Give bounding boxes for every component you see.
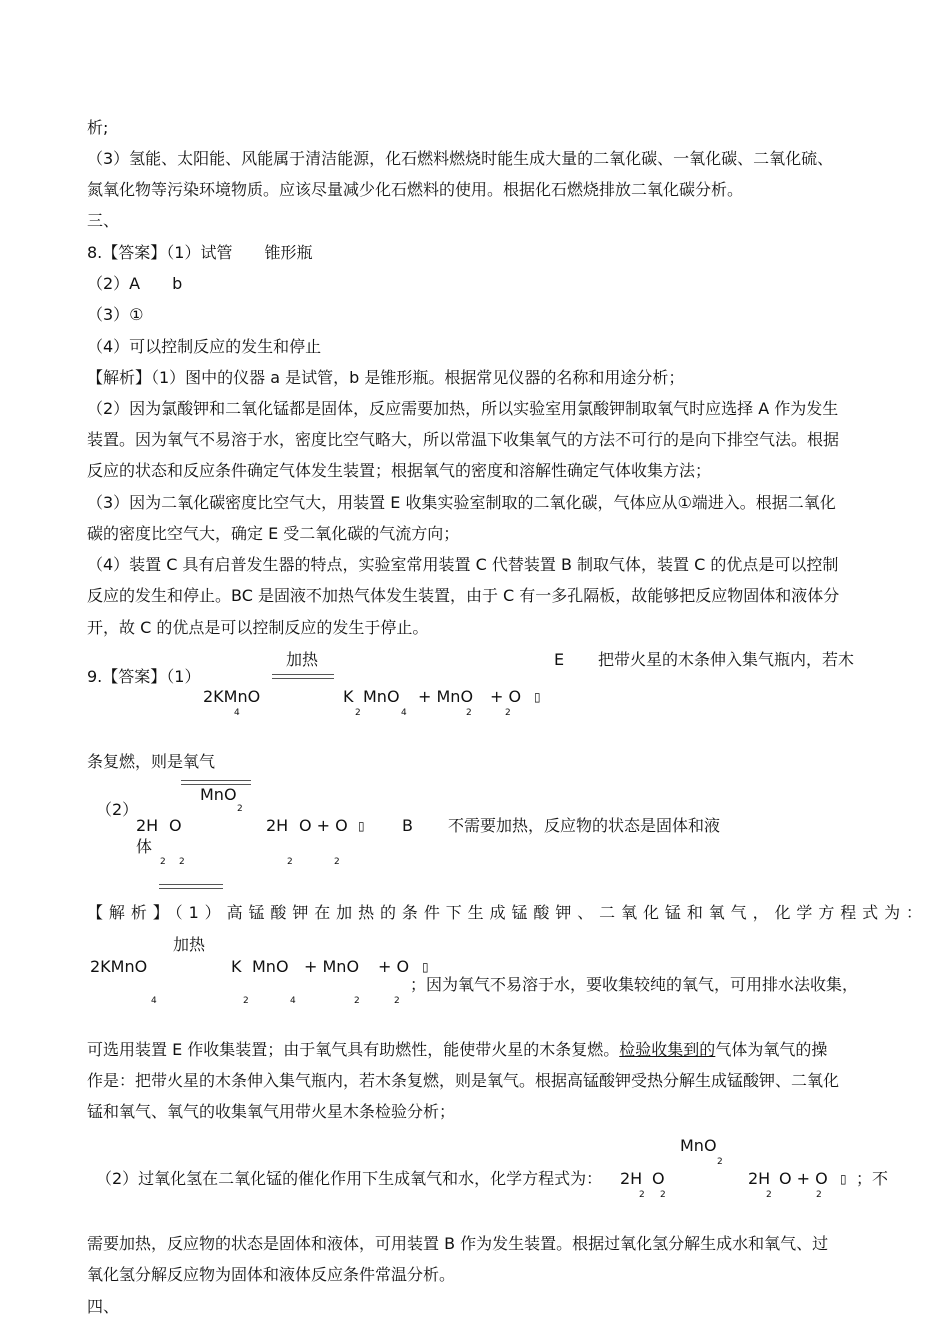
answer-line: （2）A b xyxy=(87,274,183,293)
subscript: 2 xyxy=(354,996,360,1006)
reaction-arrow xyxy=(272,674,334,679)
formula: K xyxy=(343,687,354,706)
answer-text: 条复燃，则是氧气 xyxy=(87,752,216,771)
subscript: 4 xyxy=(234,708,240,718)
subscript: 2 xyxy=(160,857,166,867)
analysis-line: 开，故 C 的优点是可以控制反应的发生于停止。 xyxy=(87,618,429,637)
answer-line: （4）可以控制反应的发生和停止 xyxy=(87,337,322,356)
formula: O + O xyxy=(299,816,348,835)
subscript: 4 xyxy=(401,708,407,718)
formula: 2H xyxy=(266,816,289,835)
formula: + MnO xyxy=(304,957,360,976)
analysis-text: 可选用装置 E 作收集装置；由于氧气具有助燃性，能使带火星的木条复燃。 xyxy=(87,1040,620,1059)
formula: MnO xyxy=(252,957,289,976)
analysis-line: 碳的密度比空气大，确定 E 受二氧化碳的气流方向； xyxy=(87,524,460,543)
formula: 2H xyxy=(136,816,159,835)
gas-arrow-icon: ▯ xyxy=(358,819,365,833)
subscript: 2 xyxy=(237,804,243,814)
answer-letter: B xyxy=(402,816,413,835)
subscript: 2 xyxy=(334,857,340,867)
gas-arrow-icon: ▯ xyxy=(840,1172,847,1186)
formula: + O xyxy=(378,957,410,976)
analysis-line: 反应的状态和反应条件确定气体发生装置；根据氧气的密度和溶解性确定气体收集方法； xyxy=(87,461,712,480)
reaction-condition: 加热 xyxy=(286,650,319,669)
text-line: （3）氢能、太阳能、风能属于清洁能源，化石燃料燃烧时能生成大量的二氧化碳、一氧化碳、二氧化硫、 xyxy=(87,149,834,168)
section-heading: 三、 xyxy=(87,211,120,230)
formula: + O xyxy=(490,687,522,706)
analysis-line: 反应的发生和停止。BC 是固液不加热气体发生装置，由于 C 有一多孔隔板，故能够把反应物固体和液体分 xyxy=(87,586,840,605)
gas-arrow-icon: ▯ xyxy=(422,960,429,974)
subscript: 2 xyxy=(660,1190,666,1200)
subscript: 2 xyxy=(179,857,185,867)
analysis-line: 作是：把带火星的木条伸入集气瓶内，若木条复燃，则是氧气。根据高锰酸钾受热分解生成锰酸钾、二氧化 xyxy=(87,1071,840,1090)
subscript: 2 xyxy=(717,1157,723,1167)
answer-line: （3）① xyxy=(87,305,144,324)
reaction-arrow xyxy=(159,884,223,889)
analysis-line: （2）过氧化氢在二氧化锰的催化作用下生成氧气和水，化学方程式为： xyxy=(96,1169,603,1188)
text-line: 析; xyxy=(87,118,109,137)
reaction-condition: MnO xyxy=(680,1136,717,1155)
formula: 2KMnO xyxy=(90,957,148,976)
subscript: 2 xyxy=(394,996,400,1006)
formula: MnO xyxy=(363,687,400,706)
formula: K xyxy=(231,957,242,976)
gas-arrow-icon: ▯ xyxy=(534,690,541,704)
analysis-line: ；不 xyxy=(856,1169,889,1188)
answer-text: 不需要加热，反应物的状态是固体和液 xyxy=(448,816,721,835)
analysis-line: （3）因为二氧化碳密度比空气大，用装置 E 收集实验室制取的二氧化碳，气体应从①端进入。根据二氧化 xyxy=(87,493,836,512)
analysis-line: ；因为氧气不易溶于水，要收集较纯的氧气，可用排水法收集， xyxy=(410,975,859,994)
subscript: 2 xyxy=(639,1190,645,1200)
subscript: 2 xyxy=(466,708,472,718)
analysis-line: 氧化氢分解反应物为固体和液体反应条件常温分析。 xyxy=(87,1265,456,1284)
reaction-condition: 加热 xyxy=(173,935,206,954)
analysis-line: 锰和氧气、氧气的收集氧气用带火星木条检验分析； xyxy=(87,1102,456,1121)
subscript: 2 xyxy=(243,996,249,1006)
subscript: 2 xyxy=(766,1190,772,1200)
formula: O xyxy=(652,1169,665,1188)
subscript: 2 xyxy=(816,1190,822,1200)
question-label: 9.【答案】（1） xyxy=(87,667,201,686)
text-line: 氮氧化物等污染环境物质。应该尽量减少化石燃料的使用。根据化石燃烧排放二氧化碳分析。 xyxy=(87,180,744,199)
analysis-line xyxy=(87,1040,827,1060)
subscript: 2 xyxy=(505,708,511,718)
subscript: 4 xyxy=(151,996,157,1006)
reaction-condition: MnO xyxy=(200,785,237,804)
formula: + MnO xyxy=(418,687,474,706)
subscript: 2 xyxy=(355,708,361,718)
underlined-text: 检验收集到的 xyxy=(619,1040,716,1059)
formula: 2H xyxy=(748,1169,771,1188)
analysis-line: （2）因为氯酸钾和二氧化锰都是固体，反应需要加热，所以实验室用氯酸钾制取氧气时应选择 A 作为发生 xyxy=(87,399,839,418)
formula: 2KMnO xyxy=(203,687,261,706)
analysis-line: 【解析】（1）图中的仪器 a 是试管，b 是锥形瓶。根据常见仪器的名称和用途分析； xyxy=(87,368,685,387)
section-heading: 四、 xyxy=(87,1297,120,1316)
formula: O xyxy=(169,816,182,835)
subscript: 4 xyxy=(290,996,296,1006)
subscript: 2 xyxy=(287,857,293,867)
answer-line: 8.【答案】（1）试管 锥形瓶 xyxy=(87,243,313,262)
analysis-line: 【解析】（1）高锰酸钾在加热的条件下生成锰酸钾、二氧化锰和氧气，化学方程式为： xyxy=(87,903,922,922)
formula: O + O xyxy=(779,1169,828,1188)
question-label: （2） xyxy=(96,800,139,819)
answer-letter: E xyxy=(554,650,565,669)
analysis-text: 气体为氧气的操 xyxy=(715,1040,828,1059)
analysis-line: 需要加热，反应物的状态是固体和液体，可用装置 B 作为发生装置。根据过氧化氢分解生成水和氧气、过 xyxy=(87,1234,829,1253)
analysis-line: （4）装置 C 具有启普发生器的特点，实验室常用装置 C 代替装置 B 制取气体，装置 C 的优点是可以控制 xyxy=(87,555,839,574)
analysis-line: 装置。因为氧气不易溶于水，密度比空气略大，所以常温下收集氧气的方法不可行的是向下排空气法。根据 xyxy=(87,430,840,449)
answer-text: 体 xyxy=(136,837,153,856)
formula: 2H xyxy=(620,1169,643,1188)
answer-text: 把带火星的木条伸入集气瓶内，若木 xyxy=(598,650,855,669)
